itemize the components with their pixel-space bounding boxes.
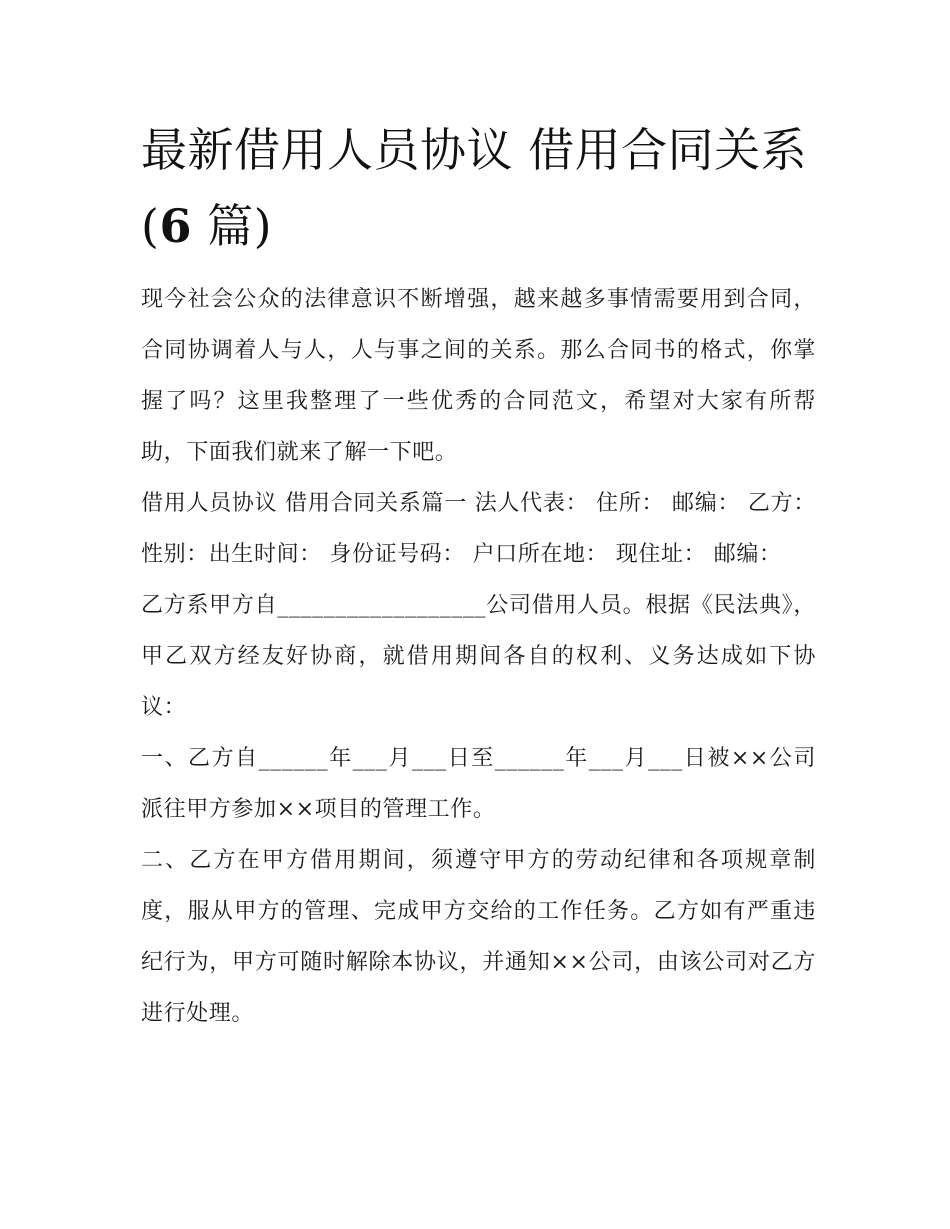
paragraph-background: 乙方系甲方自__________________公司借用人员。根据《民法典》，甲乙双方经友好协商，就借用期间各自的权利、义务达成如下协议：: [141, 593, 816, 720]
title-text-part1: 最新借用人员协议 借用合同关系(: [141, 123, 808, 253]
title-text-part2: 篇): [191, 199, 273, 253]
document-content: [141, 112, 816, 1039]
paragraph-clause-1: 一、乙方自______年___月___日至______年___月___日被××公司派往甲方参加××项目的管理工作。: [141, 746, 816, 822]
document-body: [141, 274, 816, 1039]
paragraph-parties: 借用人员协议 借用合同关系篇一 法人代表： 住所： 邮编： 乙方：性别：出生时间： 身份证号码： 户口所在地： 现住址： 邮编：: [141, 491, 816, 567]
paragraph-intro: 现今社会公众的法律意识不断增强，越来越多事情需要用到合同，合同协调着人与人，人与事之间的关系。那么合同书的格式，你掌握了吗？这里我整理了一些优秀的合同范文，希望对大家有所帮助，下面我们就来了解一下吧。: [141, 287, 816, 465]
title-count: 6: [159, 199, 192, 253]
paragraph-clause-2: 二、乙方在甲方借用期间，须遵守甲方的劳动纪律和各项规章制度，服从甲方的管理、完成甲方交给的工作任务。乙方如有严重违纪行为，甲方可随时解除本协议，并通知××公司，由该公司对乙方进行处理。: [141, 848, 816, 1026]
document-title: [141, 112, 816, 264]
